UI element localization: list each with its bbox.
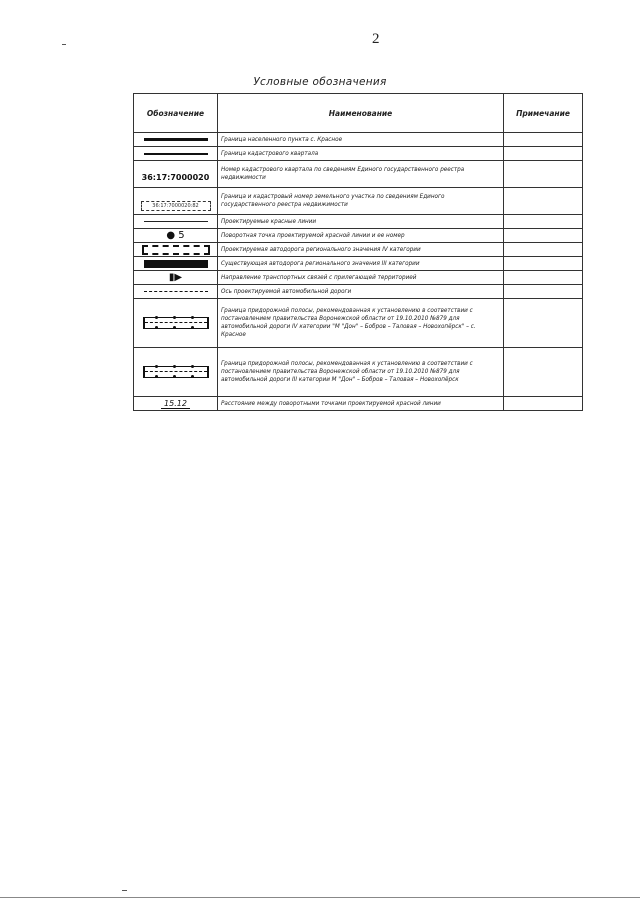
cadastral-quarter-boundary-symbol bbox=[144, 153, 208, 155]
direction-arrow-icon: ▮▶ bbox=[134, 271, 218, 285]
symbol-cell bbox=[134, 285, 218, 299]
roadside-strip-symbol bbox=[143, 317, 209, 329]
road-axis-symbol bbox=[144, 291, 208, 292]
legend-name: Проектируемые красные линии bbox=[218, 215, 504, 229]
symbol-cell bbox=[134, 147, 218, 161]
legend-note bbox=[504, 215, 583, 229]
legend-row bbox=[134, 188, 583, 215]
legend-note bbox=[504, 161, 583, 188]
legend-name: Граница населенного пункта с. Красное bbox=[218, 133, 504, 147]
legend-row bbox=[134, 271, 583, 285]
legend-name: Расстояние между поворотными точками проектируемой красной линии bbox=[218, 397, 504, 411]
legend-name: Граница придорожной полосы, рекомендованная к установлению в соответствии с постановлением правительства Воронежской области от 19.10.2010 №879 для автомобильной дороги III категории М "Дон" – Бобров – Таловая – Новохопёрск bbox=[218, 348, 504, 397]
legend-note bbox=[504, 348, 583, 397]
land-plot-symbol: 36:17:7000020:82 bbox=[141, 201, 211, 211]
symbol-cell bbox=[134, 161, 218, 188]
legend-name: Граница придорожной полосы, рекомендованная к установлению в соответствии с постановлением правительства Воронежской области от 19.10.2010 №879 для автомобильной дороги IV категории "М "Дон" – Бобров – Таловая – Новохопёрск" – с. Красное bbox=[218, 299, 504, 348]
legend-note bbox=[504, 243, 583, 257]
scan-mark bbox=[62, 44, 66, 45]
legend-row bbox=[134, 147, 583, 161]
legend-note bbox=[504, 147, 583, 161]
legend-name: Ось проектируемой автомобильной дороги bbox=[218, 285, 504, 299]
legend-name: Направление транспортных связей с прилегающей территорией bbox=[218, 271, 504, 285]
legend-row bbox=[134, 161, 583, 188]
legend-note bbox=[504, 271, 583, 285]
legend-name: Номер кадастрового квартала по сведениям Единого государственного реестра недвижимости bbox=[218, 161, 504, 188]
legend-name: Существующая автодорога регионального значения III категории bbox=[218, 257, 504, 271]
symbol-cell bbox=[134, 257, 218, 271]
symbol-cell bbox=[134, 215, 218, 229]
header-row bbox=[134, 94, 583, 133]
symbol-cell bbox=[134, 299, 218, 348]
legend-row bbox=[134, 348, 583, 397]
legend-name: Поворотная точка проектируемой красной линии и ее номер bbox=[218, 229, 504, 243]
turning-point-symbol: ● 5 bbox=[134, 229, 218, 243]
legend-row bbox=[134, 133, 583, 147]
legend-note bbox=[504, 257, 583, 271]
roadside-strip-symbol bbox=[143, 366, 209, 378]
legend-row bbox=[134, 299, 583, 348]
symbol-cell bbox=[134, 188, 218, 215]
legend-note bbox=[504, 133, 583, 147]
legend-name: Граница и кадастровый номер земельного участка по сведениям Единого государственного реестра недвижимости bbox=[218, 188, 504, 215]
legend-note bbox=[504, 397, 583, 411]
legend-name: Граница кадастрового квартала bbox=[218, 147, 504, 161]
legend-row bbox=[134, 397, 583, 411]
legend-row bbox=[134, 285, 583, 299]
planned-road-symbol bbox=[142, 245, 210, 255]
legend-note bbox=[504, 188, 583, 215]
legend-table bbox=[133, 93, 583, 411]
legend-note bbox=[504, 229, 583, 243]
cadastral-number-symbol: 36:17:7000020 bbox=[141, 172, 210, 182]
legend-name: Проектируемая автодорога регионального значения IV категории bbox=[218, 243, 504, 257]
symbol-cell bbox=[134, 348, 218, 397]
symbol-cell bbox=[134, 243, 218, 257]
legend-note bbox=[504, 299, 583, 348]
legend-row bbox=[134, 215, 583, 229]
scan-mark bbox=[122, 890, 127, 891]
header-name: Наименование bbox=[218, 94, 504, 133]
header-note: Примечание bbox=[504, 94, 583, 133]
symbol-cell bbox=[134, 397, 218, 411]
red-line-symbol bbox=[144, 221, 208, 223]
settlement-boundary-symbol bbox=[144, 138, 208, 141]
page-edge-line bbox=[0, 897, 640, 898]
legend-note bbox=[504, 285, 583, 299]
legend-row bbox=[134, 229, 583, 243]
symbol-cell bbox=[134, 133, 218, 147]
page-number: 2 bbox=[372, 31, 380, 47]
existing-road-symbol bbox=[144, 260, 208, 268]
legend-title: Условные обозначения bbox=[253, 76, 387, 88]
header-symbol: Обозначение bbox=[134, 94, 218, 133]
legend-row bbox=[134, 243, 583, 257]
distance-symbol: 15.12 bbox=[161, 399, 190, 409]
legend-row bbox=[134, 257, 583, 271]
